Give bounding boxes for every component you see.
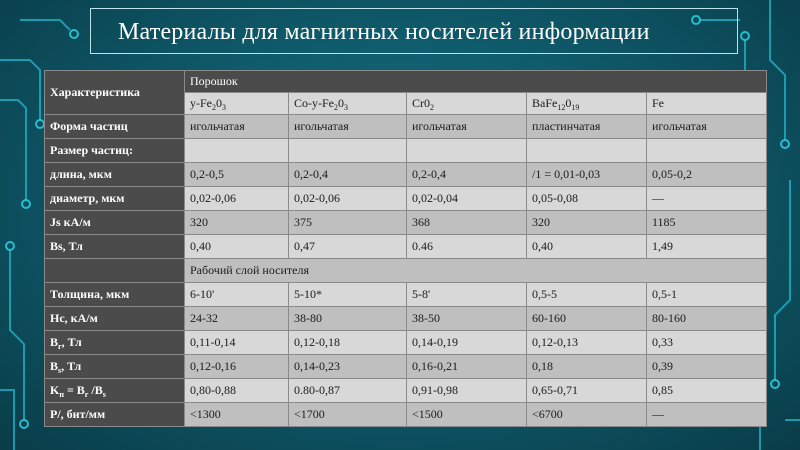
table-cell: 80-160 [647, 307, 767, 331]
table-cell: 0,85 [647, 379, 767, 403]
material-2: $Co-y-Fe_20_3$ [289, 93, 407, 115]
header-row [45, 71, 767, 93]
table-cell: 0,02-0,06 [289, 187, 407, 211]
table-cell: <6700 [527, 403, 647, 427]
table-row [45, 331, 767, 355]
material-3: $Cr0_2$ [407, 93, 527, 115]
table-cell: 0,47 [289, 235, 407, 259]
table-cell: 0,40 [527, 235, 647, 259]
table-cell: 24-32 [185, 307, 289, 331]
table-cell: 0,05-0,2 [647, 163, 767, 187]
table-cell: 5-8' [407, 283, 527, 307]
row-label: $K_п = B_r$ $/B_s$ [45, 379, 185, 403]
table-cell: 0,18 [527, 355, 647, 379]
row-label: Размер частиц: [45, 139, 185, 163]
material-5: Fe [647, 93, 767, 115]
table-cell [527, 139, 647, 163]
table-cell: пластинчатая [527, 115, 647, 139]
table-row [45, 115, 767, 139]
table-cell: 0,5-5 [527, 283, 647, 307]
table-cell [647, 139, 767, 163]
table-cell: <1300 [185, 403, 289, 427]
group-label-empty [45, 259, 185, 283]
table-cell: 0,02-0,04 [407, 187, 527, 211]
row-label: длина, мкм [45, 163, 185, 187]
table-cell: игольчатая [647, 115, 767, 139]
table-cell: 0,2-0,4 [289, 163, 407, 187]
table-cell: 0,40 [185, 235, 289, 259]
table-cell: игольчатая [289, 115, 407, 139]
table-cell: 375 [289, 211, 407, 235]
table-cell: 0,80-0,88 [185, 379, 289, 403]
header-powder: Порошок [185, 71, 767, 93]
table-cell: 0,14-0,23 [289, 355, 407, 379]
table-cell: 5-10* [289, 283, 407, 307]
table-row [45, 379, 767, 403]
row-label: диаметр, мкм [45, 187, 185, 211]
table-cell: 0.46 [407, 235, 527, 259]
table-row [45, 307, 767, 331]
table-row [45, 139, 767, 163]
table-cell: 0,14-0,19 [407, 331, 527, 355]
table-cell: 0,2-0,4 [407, 163, 527, 187]
table-cell: 0,91-0,98 [407, 379, 527, 403]
row-label: $B_s$, Тл [45, 355, 185, 379]
table-cell [407, 139, 527, 163]
table-cell: 0.80-0,87 [289, 379, 407, 403]
table-row [45, 283, 767, 307]
table-cell: — [647, 403, 767, 427]
row-label: Форма частиц [45, 115, 185, 139]
material-4: $BaFe_{12}0_{19}$ [527, 93, 647, 115]
row-label: Hc, кА/м [45, 307, 185, 331]
materials-table [44, 70, 767, 427]
row-label: $B_r$, Тл [45, 331, 185, 355]
table-cell: 60-160 [527, 307, 647, 331]
table-row [45, 355, 767, 379]
row-label: Js кА/м [45, 211, 185, 235]
table-cell: 1185 [647, 211, 767, 235]
table-cell: 1,49 [647, 235, 767, 259]
table-cell: 6-10' [185, 283, 289, 307]
table-cell: <1500 [407, 403, 527, 427]
header-characteristic: Характеристика [45, 71, 185, 115]
table-cell: 0,05-0,08 [527, 187, 647, 211]
table-cell [185, 139, 289, 163]
table-cell: 0,02-0,06 [185, 187, 289, 211]
row-label: Толщина, мкм [45, 283, 185, 307]
table-row [45, 403, 767, 427]
table-cell [289, 139, 407, 163]
row-label: Bs, Тл [45, 235, 185, 259]
group-working-layer: Рабочий слой носителя [185, 259, 767, 283]
table-cell: /1 = 0,01-0,03 [527, 163, 647, 187]
table-cell: игольчатая [407, 115, 527, 139]
table-cell: 320 [185, 211, 289, 235]
table-cell: 0,12-0,16 [185, 355, 289, 379]
table-cell: 0,33 [647, 331, 767, 355]
table-cell: 38-50 [407, 307, 527, 331]
table-cell: 0,11-0,14 [185, 331, 289, 355]
table-cell: 0,65-0,71 [527, 379, 647, 403]
row-label: P/, бит/мм [45, 403, 185, 427]
slide-title: Материалы для магнитных носителей информации [118, 19, 650, 45]
table-cell: 0,12-0,18 [289, 331, 407, 355]
group-row [45, 259, 767, 283]
table-cell: 0,16-0,21 [407, 355, 527, 379]
table-cell: игольчатая [185, 115, 289, 139]
table-row [45, 235, 767, 259]
table-cell: 320 [527, 211, 647, 235]
table-cell: 0,2-0,5 [185, 163, 289, 187]
table-cell: — [647, 187, 767, 211]
table-cell: 0,5-1 [647, 283, 767, 307]
table-row [45, 187, 767, 211]
table-row [45, 211, 767, 235]
table-row [45, 163, 767, 187]
table-cell: 38-80 [289, 307, 407, 331]
table-cell: 0,39 [647, 355, 767, 379]
table-cell: <1700 [289, 403, 407, 427]
material-1: $y-Fe_20_3$ [185, 93, 289, 115]
table-cell: 0,12-0,13 [527, 331, 647, 355]
table-cell: 368 [407, 211, 527, 235]
